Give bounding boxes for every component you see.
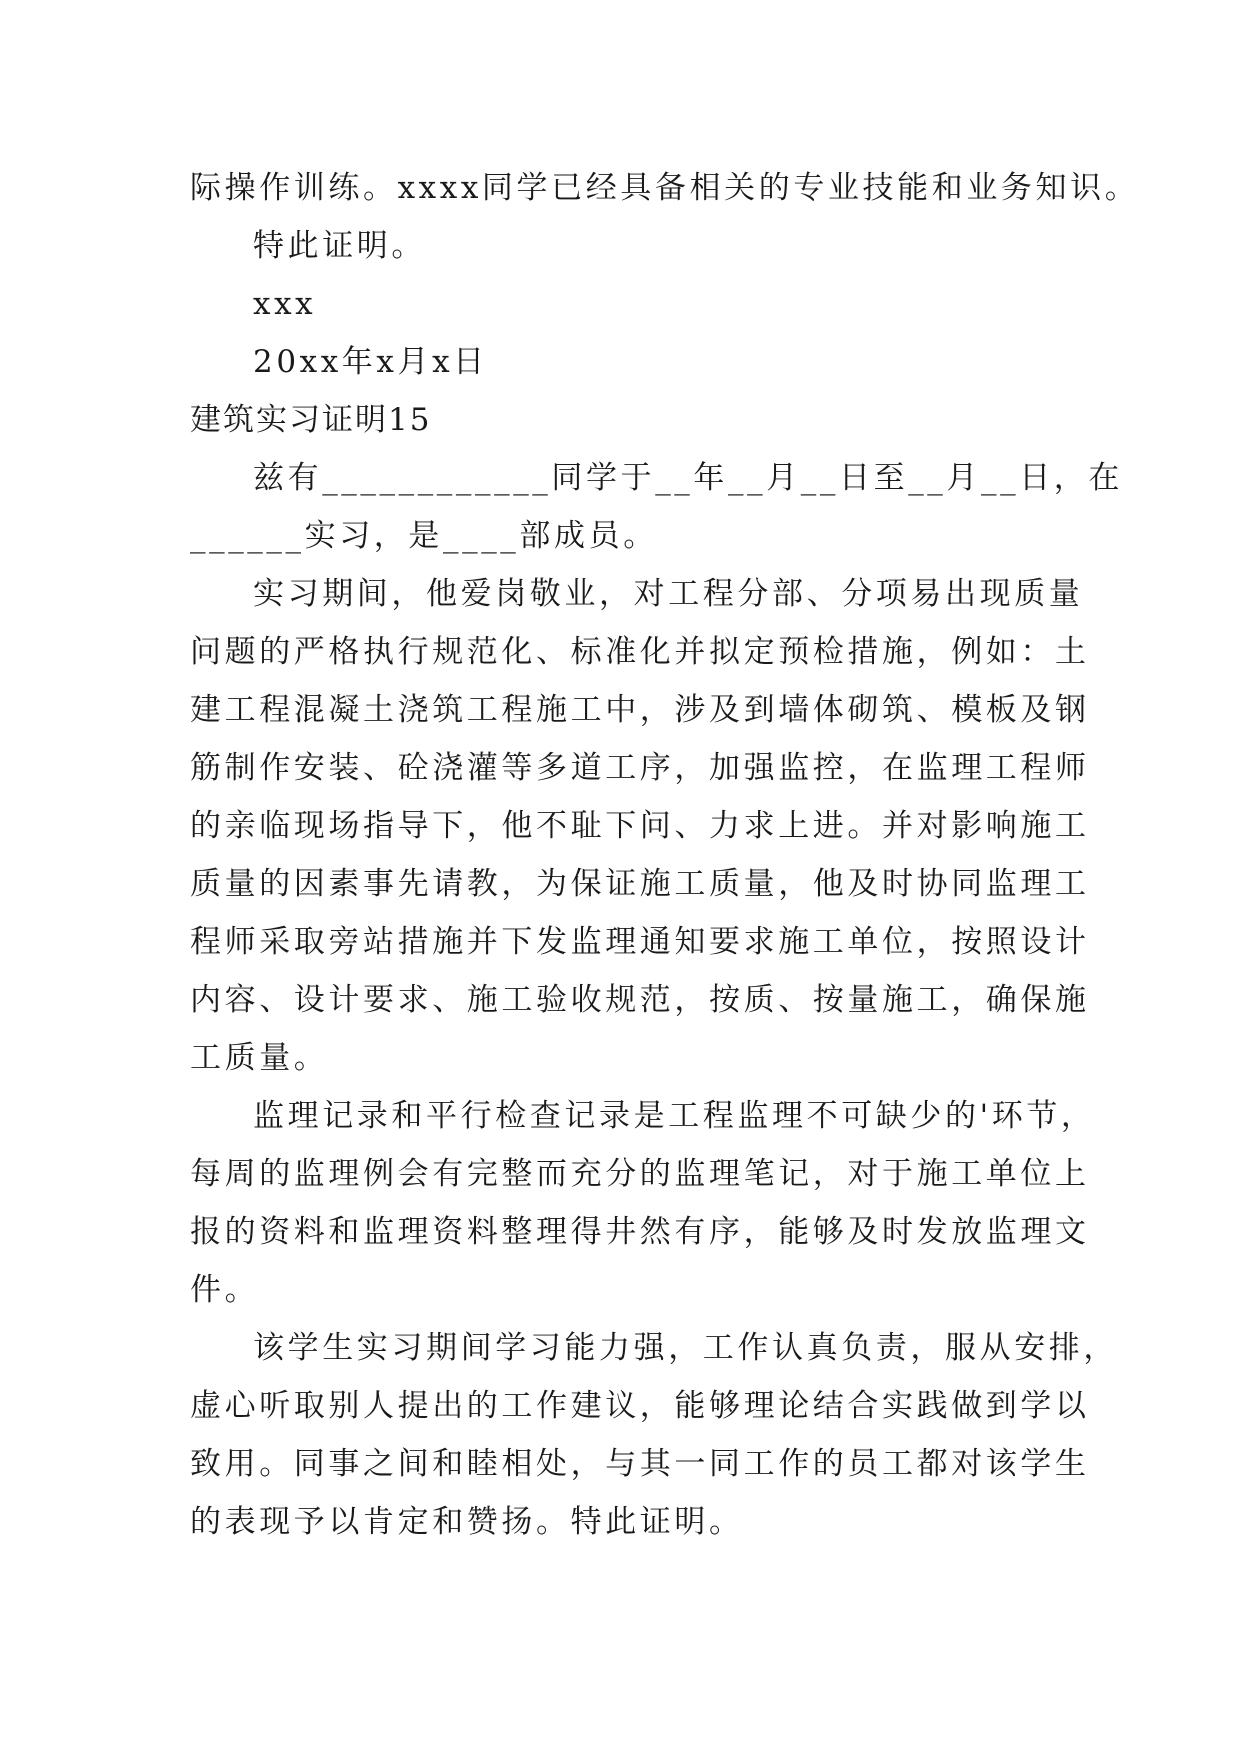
paragraph-line: 程师采取旁站措施并下发监理通知要求施工单位，按照设计 [190, 924, 1090, 960]
paragraph-line: ______实习，是____部成员。 [190, 518, 658, 554]
paragraph-line: 件。 [190, 1272, 260, 1308]
paragraph-line: 的表现予以肯定和赞扬。特此证明。 [190, 1504, 744, 1540]
paragraph-line: 监理记录和平行检查记录是工程监理不可缺少的'环节， [253, 1098, 1096, 1134]
paragraph-line: 问题的严格执行规范化、标准化并拟定预检措施，例如：土 [190, 634, 1090, 670]
paragraph-line: 内容、设计要求、施工验收规范，按质、按量施工，确保施 [190, 982, 1090, 1018]
paragraph-line: 致用。同事之间和睦相处，与其一同工作的员工都对该学生 [190, 1446, 1090, 1482]
paragraph-line: 虚心听取别人提出的工作建议，能够理论结合实践做到学以 [190, 1388, 1090, 1424]
paragraph-line: 兹有____________同学于__年__月__日至__月__日，在 [253, 460, 1123, 496]
paragraph-line: 工质量。 [190, 1040, 329, 1076]
paragraph-line: 际操作训练。xxxx同学已经具备相关的专业技能和业务知识。 [190, 170, 1140, 206]
section-heading: 建筑实习证明15 [190, 402, 432, 438]
closing-statement: 特此证明。 [253, 228, 426, 264]
paragraph-line: 的亲临现场指导下，他不耻下问、力求上进。并对影响施工 [190, 808, 1090, 844]
paragraph-line: 建工程混凝土浇筑工程施工中，涉及到墙体砌筑、模板及钢 [190, 692, 1090, 728]
paragraph-line: 报的资料和监理资料整理得井然有序，能够及时发放监理文 [190, 1214, 1090, 1250]
paragraph-line: 筋制作安装、砼浇灌等多道工序，加强监控，在监理工程师 [190, 750, 1090, 786]
paragraph-line: 该学生实习期间学习能力强，工作认真负责，服从安排， [253, 1330, 1118, 1366]
signature-date: 20xx年x月x日 [253, 344, 488, 380]
paragraph-line: 实习期间，他爱岗敬业，对工程分部、分项易出现质量 [253, 576, 1084, 612]
signature-name: xxx [253, 286, 317, 322]
paragraph-line: 每周的监理例会有完整而充分的监理笔记，对于施工单位上 [190, 1156, 1090, 1192]
paragraph-line: 质量的因素事先请教，为保证施工质量，他及时协同监理工 [190, 866, 1090, 902]
